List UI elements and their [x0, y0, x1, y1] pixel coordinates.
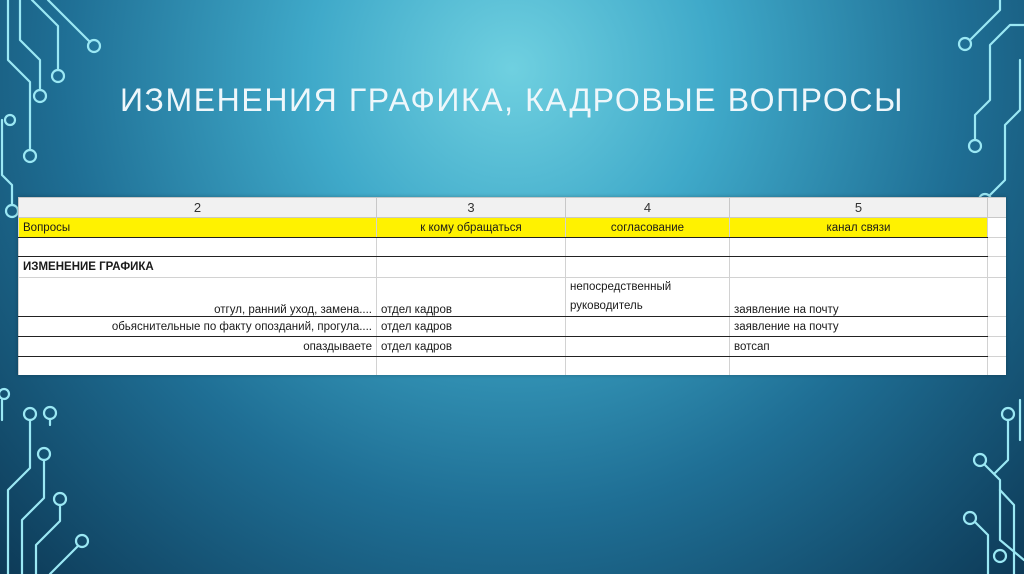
empty-cell[interactable] — [19, 357, 377, 376]
header-cell-whom[interactable]: к кому обращаться — [377, 218, 566, 238]
empty-cell — [988, 337, 1007, 357]
table-row — [19, 257, 1007, 278]
column-header-gap — [988, 198, 1007, 218]
whom-cell[interactable]: отдел кадров — [377, 278, 566, 317]
section-label-cell[interactable]: ИЗМЕНЕНИЕ ГРАФИКА — [19, 257, 377, 278]
approval-cell[interactable]: непосредственный руководитель — [566, 278, 730, 317]
table-row — [19, 238, 1007, 257]
empty-cell[interactable] — [377, 257, 566, 278]
empty-cell[interactable] — [730, 257, 988, 278]
empty-cell — [988, 257, 1007, 278]
spreadsheet — [18, 197, 1006, 375]
empty-cell[interactable] — [730, 357, 988, 376]
header-cell-channel[interactable]: канал связи — [730, 218, 988, 238]
header-cell-approval[interactable]: согласование — [566, 218, 730, 238]
table-row — [19, 278, 1007, 317]
empty-cell[interactable] — [19, 238, 377, 257]
header-cell-gap — [988, 218, 1007, 238]
header-cell-questions[interactable]: Вопросы — [19, 218, 377, 238]
empty-cell[interactable] — [566, 238, 730, 257]
column-header-3[interactable]: 3 — [377, 198, 566, 218]
channel-cell[interactable]: вотсап — [730, 337, 988, 357]
empty-cell — [988, 317, 1007, 337]
approval-cell[interactable] — [566, 317, 730, 337]
column-header-4[interactable]: 4 — [566, 198, 730, 218]
empty-cell — [988, 238, 1007, 257]
question-cell[interactable]: обьяснительные по факту опозданий, прогула.... — [19, 317, 377, 337]
empty-cell[interactable] — [566, 357, 730, 376]
empty-cell — [988, 278, 1007, 317]
column-header-row — [19, 198, 1007, 218]
empty-cell[interactable] — [566, 257, 730, 278]
spreadsheet-table — [18, 197, 1006, 375]
empty-cell[interactable] — [730, 238, 988, 257]
table-row — [19, 357, 1007, 376]
table-header-row — [19, 218, 1007, 238]
whom-cell[interactable]: отдел кадров — [377, 337, 566, 357]
column-header-2[interactable]: 2 — [19, 198, 377, 218]
whom-cell[interactable]: отдел кадров — [377, 317, 566, 337]
slide-title: ИЗМЕНЕНИЯ ГРАФИКА, КАДРОВЫЕ ВОПРОСЫ — [119, 82, 905, 118]
question-cell[interactable]: опаздываете — [19, 337, 377, 357]
table-row — [19, 337, 1007, 357]
approval-cell[interactable] — [566, 337, 730, 357]
empty-cell[interactable] — [377, 238, 566, 257]
channel-cell[interactable]: заявление на почту — [730, 317, 988, 337]
question-cell[interactable]: отгул, ранний уход, замена.... — [19, 278, 377, 317]
empty-cell[interactable] — [377, 357, 566, 376]
column-header-5[interactable]: 5 — [730, 198, 988, 218]
table-row — [19, 317, 1007, 337]
empty-cell — [988, 357, 1007, 376]
channel-cell[interactable]: заявление на почту — [730, 278, 988, 317]
